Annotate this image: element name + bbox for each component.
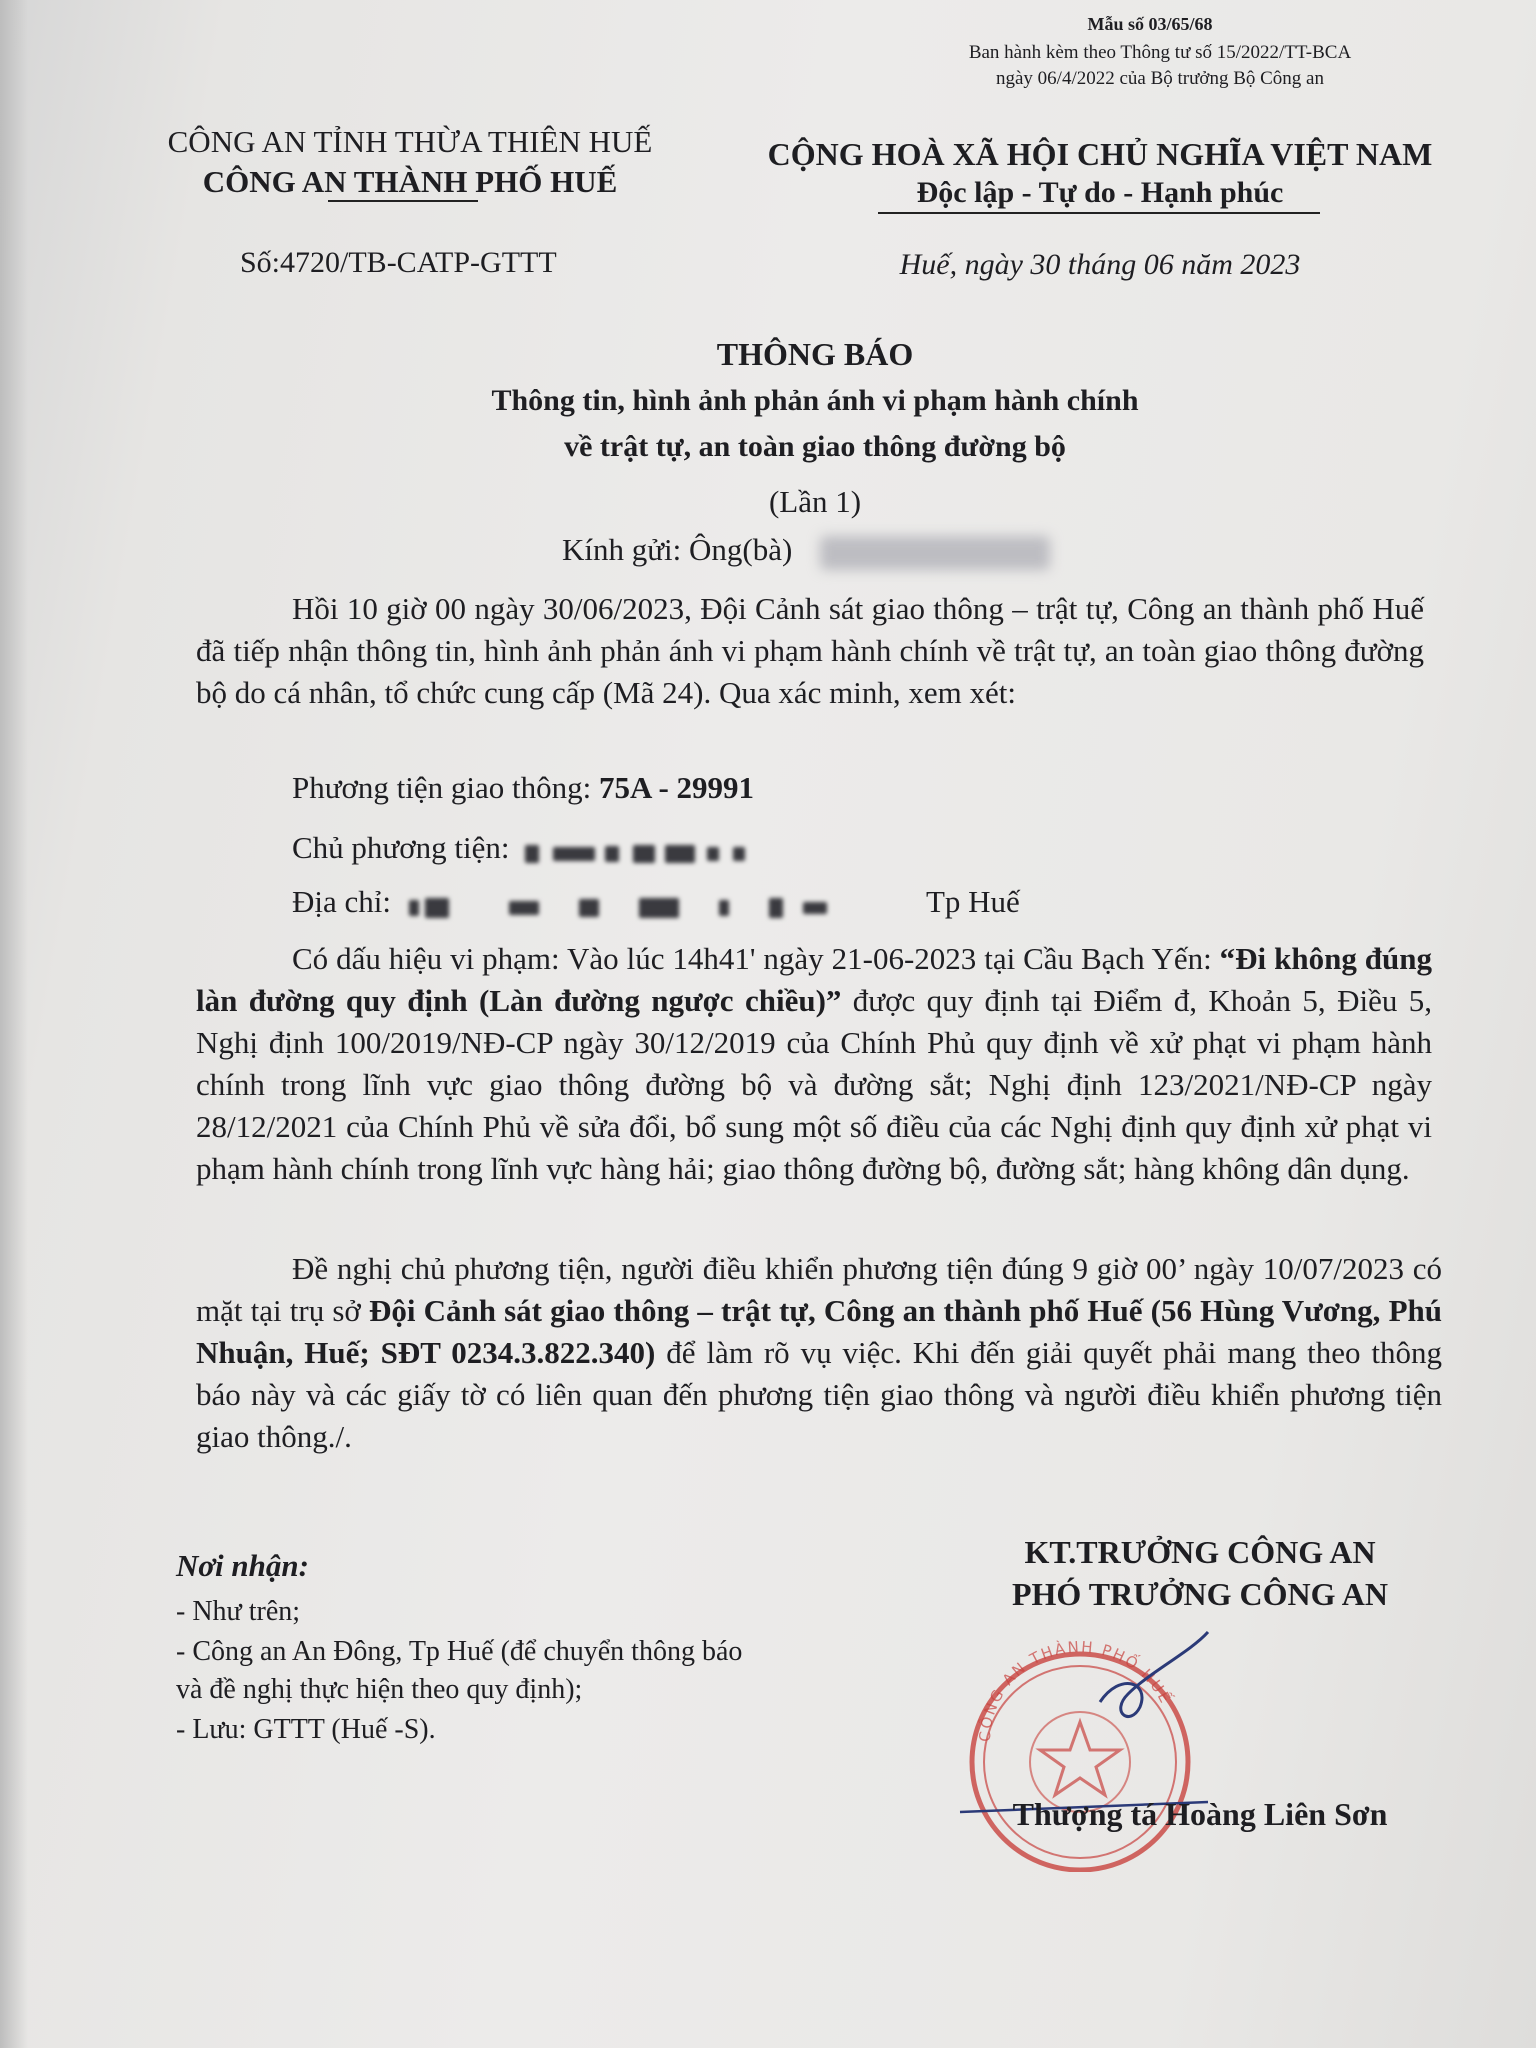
agency-underline [328,200,478,202]
svg-text:CÔNG AN THÀNH PHỐ HUẾ [976,1638,1178,1743]
signature-title-line2: PHÓ TRƯỞNG CÔNG AN [1011,1576,1388,1612]
address-label: Địa chỉ: [292,884,391,919]
agency-parent: CÔNG AN TỈNH THỪA THIÊN HUẾ [167,124,653,159]
notice-subtitle-line1: Thông tin, hình ảnh phản ánh vi phạm hành chính [491,384,1139,417]
office-address: Đội Cảnh sát giao thông – trật tự, Công an thành phố Huế (56 Hùng Vương, Phú Nhuận, Huế; SĐT 0234.3.822.340) [196,1293,1442,1370]
form-number: Mẫu số 03/65/68 [1087,14,1213,34]
violation-intro: Có dấu hiệu vi phạm: Vào lúc 14h41' ngày 21-06-2023 tại Cầu Bạch Yến: [292,941,1220,976]
recipient-label: Kính gửi: Ông(bà) [562,532,793,567]
redacted-address [409,887,919,923]
page-edge-shadow [0,0,28,2048]
form-basis-line2: ngày 06/4/2022 của Bộ trưởng Bộ Công an [995,68,1324,89]
motto-underline [878,212,1320,214]
recipients-label: Nơi nhận: [176,1548,309,1583]
request-paragraph [196,1248,1442,1458]
stamp-text: CÔNG AN THÀNH PHỐ HUẾ [975,1637,1175,1743]
recipient-line [562,532,1050,570]
agency-name: CÔNG AN THÀNH PHỐ HUẾ [202,164,618,199]
owner-line [292,830,745,869]
signature-title-line1: KT.TRƯỞNG CÔNG AN [1024,1534,1376,1570]
form-basis-line1: Ban hành kèm theo Thông tư số 15/2022/TT-BCA [968,42,1352,63]
vehicle-label: Phương tiện giao thông: [292,770,600,805]
vehicle-line [292,770,754,806]
official-seal-stamp [950,1612,1210,1872]
signer-name: Thượng tá Hoàng Liên Sơn [1012,1796,1388,1832]
notice-issue: (Lần 1) [768,484,862,519]
notice-title: THÔNG BÁO [716,336,914,372]
request-intro: Đề nghị chủ phương tiện, người điều khiển phương tiện đúng 9 giờ 00’ ngày 10/07/2023 có mặt tại trụ sở [196,1251,1442,1328]
vehicle-plate: 75A - 29991 [599,770,755,805]
place-date: Huế, ngày 30 tháng 06 năm 2023 [899,248,1301,281]
country-name: CỘNG HOÀ XÃ HỘI CHỦ NGHĨA VIỆT NAM [767,136,1433,172]
address-suffix: Tp Huế [925,884,1020,919]
recipient-item: và đề nghị thực hiện theo quy định); [176,1674,583,1705]
recipient-item: - Công an An Đông, Tp Huế (để chuyển thông báo [176,1636,743,1667]
violation-description: “Đi không đúng làn đường quy định (Làn đường ngược chiều)” [196,941,1432,1018]
redacted-recipient-name [820,536,1050,570]
request-rest: để làm rõ vụ việc. Khi đến giải quyết phải mang theo thông báo này và các giấy tờ có liên quan đến phương tiện giao thông và người điều khiển phương tiện giao thông./. [196,1335,1442,1454]
notice-subtitle-line2: về trật tự, an toàn giao thông đường bộ [564,430,1066,463]
owner-label: Chủ phương tiện: [292,830,510,865]
address-line [292,884,1020,923]
violation-paragraph [196,938,1432,1190]
recipient-item: - Như trên; [176,1596,301,1627]
recipient-item: - Lưu: GTTT (Huế -S). [176,1714,436,1745]
intro-paragraph: Hồi 10 giờ 00 ngày 30/06/2023, Đội Cảnh sát giao thông – trật tự, Công an thành phố Huế đã tiếp nhận thông tin, hình ảnh phản ánh vi phạm hành chính về trật tự, an toàn giao thông đường bộ do cá nhân, tổ chức cung cấp (Mã 24). Qua xác minh, xem xét: [196,591,1424,710]
redacted-owner-name [525,833,745,869]
violation-legal-basis: được quy định tại Điểm đ, Khoản 5, Điều 5, Nghị định 100/2019/NĐ-CP ngày 30/12/2019 của Chính Phủ quy định về xử phạt vi phạm hành chính trong lĩnh vực giao thông đường bộ và đường sắt; Nghị định 123/2021/NĐ-CP ngày 28/12/2021 của Chính Phủ về sửa đổi, bổ sung một số điều của các Nghị định quy định xử phạt vi phạm hành chính trong lĩnh vực hàng hải; giao thông đường bộ, đường sắt; hàng không dân dụng. [196,983,1432,1186]
document-number: Số:4720/TB-CATP-GTTT [240,246,557,279]
national-motto: Độc lập - Tự do - Hạnh phúc [916,176,1284,209]
